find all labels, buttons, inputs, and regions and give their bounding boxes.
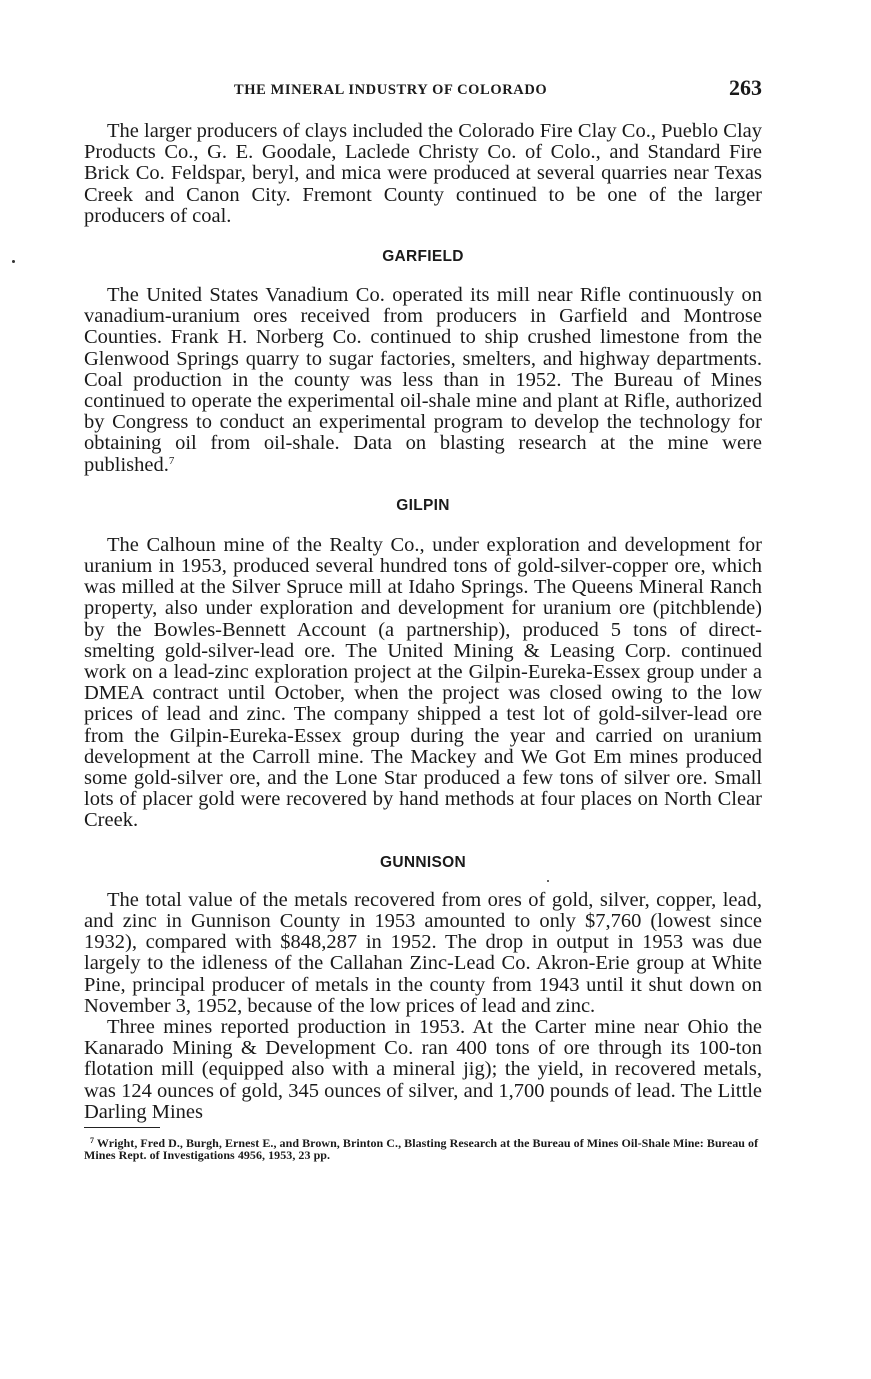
scan-speck [547, 880, 549, 882]
footnote-text: Wright, Fred D., Burgh, Ernest E., and Brown, Brinton C., Blasting Research at the Bureau of Mines Oil-Shale Mine: Bureau of Mines Rept. of Investigations 4956, 1953, 23 pp. [84, 1135, 759, 1163]
gunnison-paragraph-2: Three mines reported production in 1953. At the Carter mine near Ohio the Kanarado Mining & Development Co. ran 400 tons of ore through its 100-ton flotation mill (equipped also with a mineral jig); the yield, in recovered metals, was 124 ounces of gold, 345 ounces of silver, and 1,700 pounds of lead. The Little Darling Mines [84, 1015, 762, 1123]
gilpin-paragraph: The Calhoun mine of the Realty Co., under exploration and development for uranium in 1953, produced several hundred tons of gold-silver-copper ore, which was milled at the Silver Spruce mill at Idaho Springs. The Queens Mineral Ranch property, also under exploration and development for uranium ore (pitchblende) by the Bowles-Bennett Account (a partnership), produced 5 tons of direct-smelting gold-silver-lead ore. The United Mining & Leasing Corp. continued work on a lead-zinc exploration project at the Gilpin-Eureka-Essex group under a DMEA contract until October, when the project was closed owing to the low prices of lead and zinc. The company shipped a test lot of gold-silver-lead ore from the Gilpin-Eureka-Essex group during the year and carried on uranium development at the Carroll mine. The Mackey and We Got Em mines produced some gold-silver ore, and the Lone Star produced a few tons of silver ore. Small lots of placer gold were recovered by hand methods at four places on North Clear Creek. [84, 533, 762, 832]
section-heading-gunnison: GUNNISON [380, 853, 466, 871]
gunnison-paragraph-1: The total value of the metals recovered from ores of gold, silver, copper, lead, and zinc in Gunnison County in 1953 amounted to only $7,760 (lowest since 1932), compared with $848,287 in 1952. The drop in output in 1953 was due largely to the idleness of the Callahan Zinc-Lead Co. Akron-Erie group at White Pine, principal producer of metals in the county from 1943 until it shut down on November 3, 1952, because of the low prices of lead and zinc. [84, 888, 762, 1017]
intro-paragraph: The larger producers of clays included the Colorado Fire Clay Co., Pueblo Clay Products Co., G. E. Goodale, Laclede Christy Co. of Colo., and Standard Fire Brick Co. Feldspar, beryl, and mica were produced at several quarries near Texas Creek and Canon City. Fremont County continued to be one of the larger producers of coal. [84, 120, 762, 227]
section-heading-gilpin: GILPIN [396, 496, 450, 514]
document-page [84, 72, 762, 1162]
scan-speck [12, 260, 15, 263]
running-title: THE MINERAL INDUSTRY OF COLORADO [234, 82, 548, 98]
garfield-paragraph [84, 285, 762, 476]
page-number: 263 [729, 75, 762, 100]
footnote-divider [84, 1127, 160, 1128]
footnote [84, 1135, 762, 1162]
section-heading-garfield: GARFIELD [382, 248, 464, 266]
garfield-paragraph-text: The United States Vanadium Co. operated its mill near Rifle continuously on vanadium-uranium ores received from producers in Garfield and Montrose Counties. Frank H. Norberg Co. continued to ship crushed limestone from the Glenwood Springs quarry to sugar factories, smelters, and highway departments. Coal production in the county was less than in 1952. The Bureau of Mines continued to operate the experimental oil-shale mine and plant at Rifle, authorized by Congress to conduct an experimental program to develop the technology for obtaining oil from oil-shale. Data on blasting research at the mine were published. [84, 284, 762, 476]
footnote-reference[interactable]: 7 [168, 454, 175, 467]
footnote-mark: 7 [90, 1135, 95, 1145]
running-head [84, 72, 762, 108]
